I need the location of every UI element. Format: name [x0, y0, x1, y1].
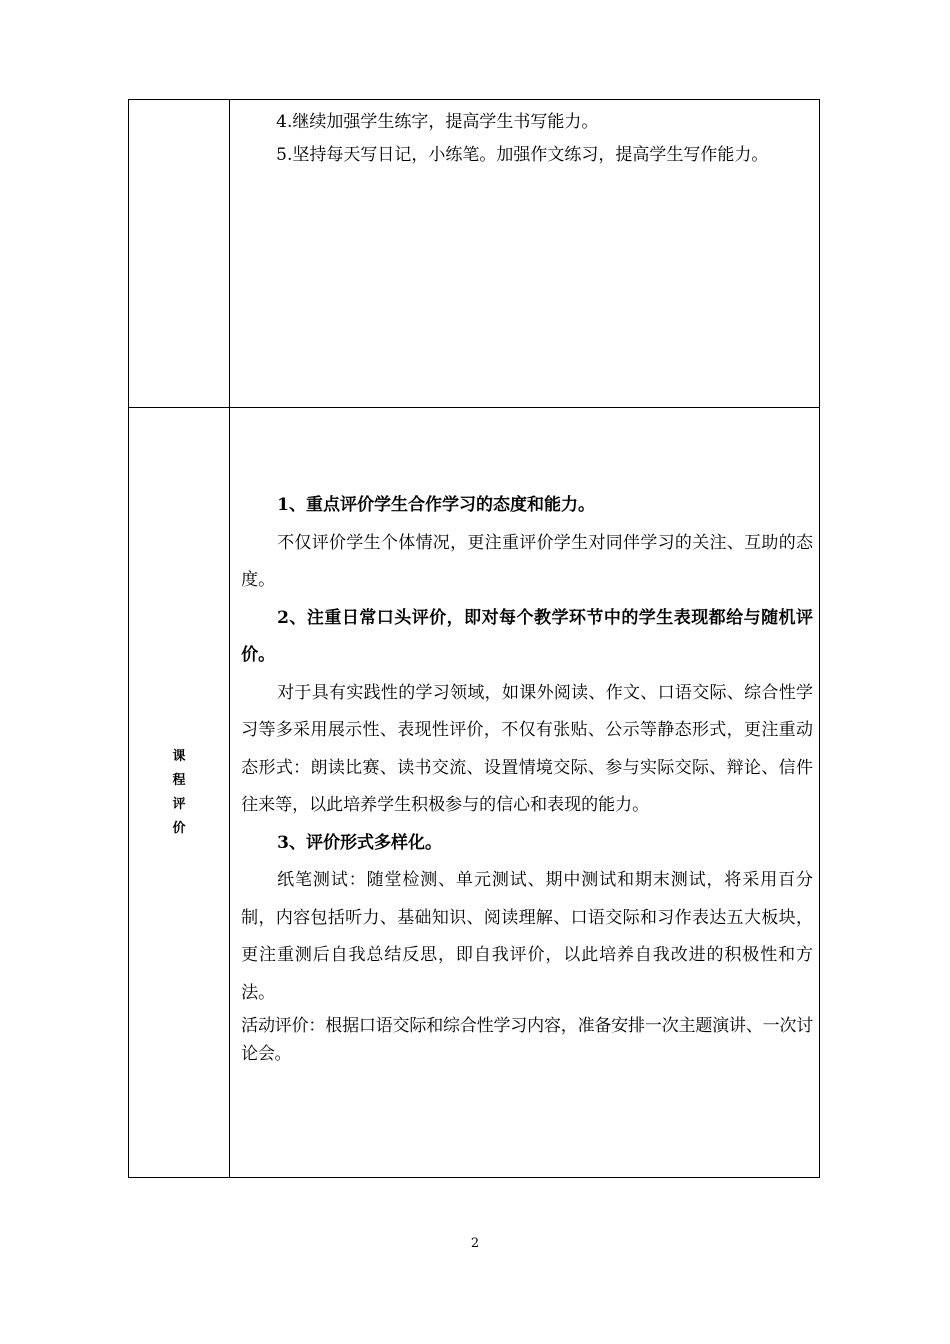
measure-item: 5.坚持每天写日记，小练笔。加强作文练习，提高学生写作能力。 — [276, 145, 769, 165]
table-row-evaluation — [129, 408, 820, 1178]
content-cell-measures — [230, 100, 820, 408]
table-row-measures — [129, 100, 820, 408]
label-char: 评 — [172, 796, 186, 812]
label-cell-empty — [129, 100, 230, 408]
label-char: 程 — [172, 772, 186, 788]
measures-content — [230, 100, 819, 172]
label-char: 课 — [172, 748, 186, 764]
section-heading: 2、注重日常口头评价，即对每个教学环节中的学生表现都给与随机评价。 — [241, 607, 813, 665]
paragraph: 纸笔测试：随堂检测、单元测试、期中测试和期末测试，将采用百分制，内容包括听力、基础知识、阅读理解、口语交际和习作表达五大板块，更注重测后自我总结反思，即自我评价，以此培养自我改进的积极性和方法。 — [241, 870, 813, 1003]
paragraph: 不仅评价学生个体情况，更注重评价学生对同伴学习的关注、互助的态度。 — [241, 532, 813, 590]
content-cell-evaluation — [230, 408, 820, 1178]
section-heading: 3、评价形式多样化。 — [277, 832, 442, 853]
label-cell-evaluation — [129, 408, 230, 1178]
section-heading: 1、重点评价学生合作学习的态度和能力。 — [277, 495, 595, 515]
page-number: 2 — [470, 1236, 480, 1251]
vertical-label — [171, 745, 187, 841]
plan-table — [128, 99, 820, 1178]
label-char: 价 — [172, 820, 186, 836]
evaluation-content — [230, 408, 819, 1068]
paragraph: 对于具有实践性的学习领域，如课外阅读、作文、口语交际、综合性学习等多采用展示性、表现性评价，不仅有张贴、公示等静态形式，更注重动态形式：朗读比赛、读书交流、设置情境交际、参与实际交际、辩论、信件往来等，以此培养学生积极参与的信心和表现的能力。 — [241, 682, 813, 815]
measure-item: 4.继续加强学生练字，提高学生书写能力。 — [276, 112, 599, 132]
paragraph: 活动评价：根据口语交际和综合性学习内容，准备安排一次主题演讲、一次讨论会。 — [241, 1016, 813, 1064]
